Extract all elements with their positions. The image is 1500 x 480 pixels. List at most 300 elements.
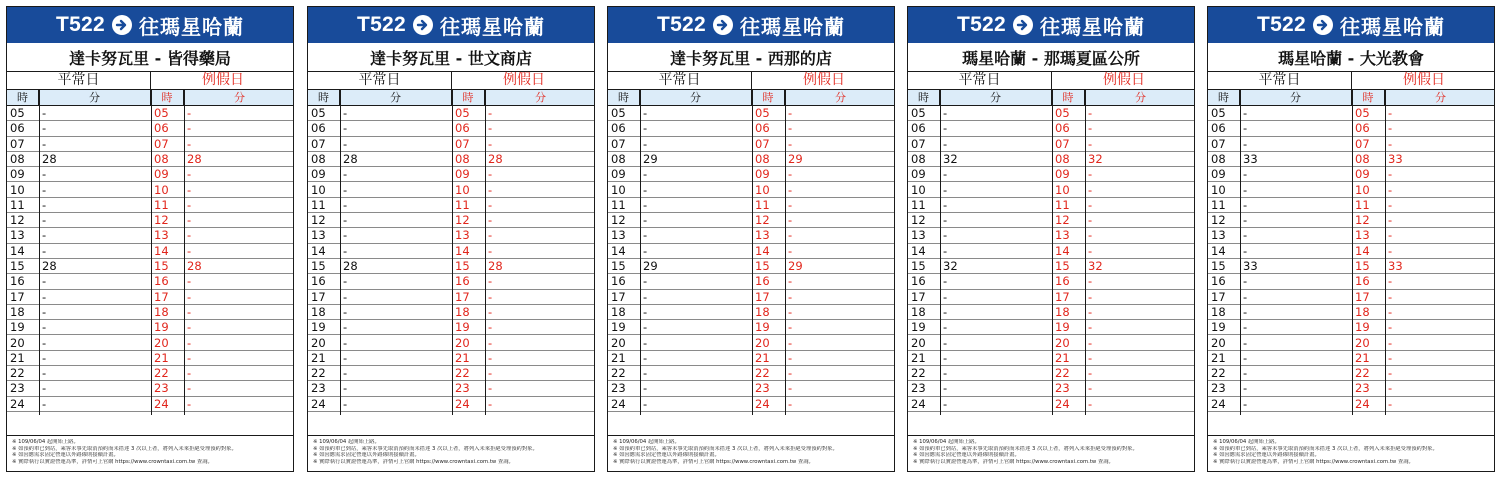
note-line: ※ 109/06/04 起開始上路。 (1213, 439, 1280, 445)
holiday-minute: - (1388, 381, 1393, 396)
route-code: T522 (656, 13, 707, 36)
weekday-hour: 10 (10, 182, 25, 197)
schedule-row (908, 228, 1194, 243)
weekday-minute: - (643, 228, 648, 243)
holiday-hour-header: 時 (752, 90, 785, 105)
day-type-row (908, 72, 1194, 90)
weekday-minute: - (643, 243, 648, 258)
schedule-row (908, 106, 1194, 121)
weekday-hour: 20 (10, 335, 25, 350)
schedule-row (908, 336, 1194, 351)
weekday-hour: 06 (911, 121, 926, 136)
holiday-hour-header: 時 (1052, 90, 1085, 105)
schedule-row (308, 336, 594, 351)
holiday-hour: 15 (154, 259, 169, 273)
schedule-row (608, 259, 894, 274)
holiday-hour: 19 (1355, 320, 1370, 335)
weekday-minute: - (343, 121, 348, 136)
holiday-minute: - (1388, 396, 1393, 411)
weekday-minute: - (42, 396, 47, 411)
holiday-minute: 28 (187, 151, 202, 166)
holiday-minute: - (1088, 121, 1093, 136)
weekday-hour: 22 (611, 366, 626, 381)
weekday-hour: 13 (1211, 228, 1226, 243)
weekday-hour: 06 (1211, 121, 1226, 136)
holiday-minute: - (488, 228, 493, 243)
notes-section (1208, 435, 1494, 465)
holiday-minute: - (1388, 350, 1393, 365)
weekday-minute: 28 (42, 151, 57, 166)
schedule-row (7, 183, 293, 198)
weekday-hour: 13 (311, 228, 326, 243)
holiday-hour: 07 (455, 136, 470, 151)
holiday-minute: 32 (1088, 259, 1103, 273)
holiday-minute: - (187, 289, 192, 304)
holiday-minute: - (187, 320, 192, 335)
route-header (308, 7, 594, 43)
weekday-hour: 09 (911, 167, 926, 182)
weekday-hour: 06 (611, 121, 626, 136)
schedule-row (908, 320, 1194, 335)
holiday-minute: - (788, 121, 793, 136)
schedule-row (1208, 320, 1494, 335)
holiday-hour: 15 (1055, 259, 1070, 273)
holiday-hour: 17 (455, 289, 470, 304)
day-type-row (608, 72, 894, 90)
holiday-hour: 06 (1355, 121, 1370, 136)
weekday-minute: - (42, 366, 47, 381)
weekday-minute: - (1243, 136, 1248, 151)
holiday-hour-header: 時 (452, 90, 485, 105)
weekday-minute: - (343, 167, 348, 182)
schedule-row (908, 244, 1194, 259)
schedule-row (608, 397, 894, 412)
schedule-row (308, 290, 594, 305)
schedule-row (7, 228, 293, 243)
holiday-minute: - (187, 304, 192, 319)
weekday-hour: 24 (611, 396, 626, 411)
holiday-hour: 09 (755, 167, 770, 182)
schedule-row (308, 366, 594, 381)
holiday-hour: 21 (455, 350, 470, 365)
weekday-minute: - (1243, 396, 1248, 411)
notes-section (7, 435, 293, 465)
note-line: ※ 如因應需求固定營運以外路線則接續計畫。 (613, 452, 720, 459)
schedule-row (608, 290, 894, 305)
holiday-hour: 24 (1355, 396, 1370, 411)
schedule-row (908, 274, 1194, 289)
holiday-minute: - (788, 197, 793, 212)
holiday-minute: - (488, 167, 493, 182)
holiday-minute: 28 (488, 151, 503, 166)
weekday-minute: - (943, 136, 948, 151)
holiday-minute: - (1088, 136, 1093, 151)
weekday-minute: - (42, 335, 47, 350)
column-header-row (908, 90, 1194, 106)
holiday-minute: 28 (187, 259, 202, 273)
schedule-row (608, 336, 894, 351)
schedule-row (308, 137, 594, 152)
weekday-minute: - (643, 182, 648, 197)
weekday-minute: - (343, 366, 348, 381)
weekday-minute: - (943, 396, 948, 411)
holiday-hour: 11 (755, 197, 770, 212)
holiday-minute: - (788, 228, 793, 243)
holiday-hour: 17 (154, 289, 169, 304)
note-line: ※ 如預約車已到站，乘客未事先取消預約而未搭達 3 次以上者，將列入未來拒絕受理預約對象。 (1213, 445, 1438, 452)
holiday-minute: - (488, 396, 493, 411)
schedule-row (7, 381, 293, 396)
weekday-minute: - (943, 228, 948, 243)
schedule-row (1208, 121, 1494, 136)
schedule-row (7, 121, 293, 136)
route-header (608, 7, 894, 43)
schedule-row (308, 259, 594, 274)
route-direction: 往瑪星哈蘭 (740, 14, 846, 39)
schedule-row (608, 152, 894, 167)
column-divider (1352, 90, 1353, 415)
schedule-row (608, 198, 894, 213)
schedule-row (908, 397, 1194, 412)
note-line: ※ 如因應需求固定營運以外路線則接續計畫。 (313, 452, 420, 459)
holiday-minute: - (1088, 366, 1093, 381)
weekday-minute: - (1243, 106, 1248, 120)
weekday-minute: - (42, 182, 47, 197)
schedule-row (308, 305, 594, 320)
column-divider (940, 90, 941, 415)
weekday-minute: - (943, 213, 948, 228)
stop-name: 達卡努瓦里 - 皆得藥局 (7, 46, 293, 72)
holiday-minute: - (1088, 243, 1093, 258)
holiday-minute: - (788, 396, 793, 411)
holiday-minute: - (1088, 182, 1093, 197)
holiday-minute: - (1388, 289, 1393, 304)
holiday-minute: 28 (488, 259, 503, 273)
holiday-label: 例假日 (503, 72, 545, 88)
weekday-minute: 28 (42, 259, 57, 273)
weekday-hour: 17 (911, 289, 926, 304)
schedule-row (308, 274, 594, 289)
holiday-minute: - (187, 274, 192, 289)
holiday-hour: 05 (755, 106, 770, 120)
weekday-hour: 14 (311, 243, 326, 258)
holiday-hour: 13 (154, 228, 169, 243)
weekday-minute: - (1243, 182, 1248, 197)
weekday-hour: 18 (1211, 304, 1226, 319)
holiday-minute: - (1088, 274, 1093, 289)
weekday-minute: - (1243, 289, 1248, 304)
stop-name: 瑪星哈蘭 - 那瑪夏區公所 (908, 46, 1194, 72)
holiday-minute: 32 (1088, 151, 1103, 166)
holiday-minute: - (1088, 396, 1093, 411)
schedule-row (7, 259, 293, 274)
holiday-minute: - (187, 121, 192, 136)
holiday-hour: 24 (755, 396, 770, 411)
weekday-hour: 24 (1211, 396, 1226, 411)
holiday-minute: - (187, 167, 192, 182)
holiday-hour: 12 (755, 213, 770, 228)
stop-name: 達卡努瓦里 - 世文商店 (308, 46, 594, 72)
holiday-hour: 20 (755, 335, 770, 350)
weekday-minute: - (643, 213, 648, 228)
holiday-minute: - (788, 366, 793, 381)
weekday-hour: 07 (10, 136, 25, 151)
holiday-minute: - (788, 274, 793, 289)
weekday-hour: 05 (611, 106, 626, 120)
holiday-hour: 19 (455, 320, 470, 335)
column-divider (752, 90, 753, 415)
weekday-minute: - (943, 320, 948, 335)
schedule-row (1208, 137, 1494, 152)
weekday-minute-header: 分 (940, 90, 1052, 105)
weekday-hour-header: 時 (608, 90, 640, 105)
route-code: T522 (356, 13, 407, 36)
schedule-row (908, 213, 1194, 228)
weekday-minute: - (1243, 274, 1248, 289)
weekday-minute: - (943, 243, 948, 258)
schedule-row (608, 381, 894, 396)
weekday-hour: 21 (911, 350, 926, 365)
weekday-minute: - (343, 335, 348, 350)
holiday-minute: 29 (788, 151, 803, 166)
holiday-hour: 19 (755, 320, 770, 335)
schedule-row (908, 152, 1194, 167)
schedule-row (7, 290, 293, 305)
note-line: ※ 109/06/04 起開始上路。 (12, 439, 79, 445)
holiday-minute: - (1388, 197, 1393, 212)
weekday-minute: - (1243, 350, 1248, 365)
schedule-row (1208, 351, 1494, 366)
holiday-hour: 20 (154, 335, 169, 350)
holiday-minute: - (1388, 136, 1393, 151)
weekday-minute: - (42, 381, 47, 396)
note-line: ※ 如預約車已到站，乘客未事先取消預約而未搭達 3 次以上者，將列入未來拒絕受理預約對象。 (313, 445, 538, 452)
note-line: ※ 實際執行以實證營運為準，詳情可上官網 https://www.crowntaxi.com.tw 查詢。 (1213, 458, 1414, 465)
weekday-minute: - (1243, 304, 1248, 319)
weekday-minute-header: 分 (1240, 90, 1352, 105)
column-divider (785, 90, 786, 415)
holiday-minute: - (788, 320, 793, 335)
note-line: ※ 如因應需求固定營運以外路線則接續計畫。 (1213, 452, 1320, 459)
schedule-row (1208, 152, 1494, 167)
holiday-hour: 08 (1355, 151, 1370, 166)
holiday-hour-header: 時 (151, 90, 184, 105)
route-direction: 往瑪星哈蘭 (440, 14, 546, 39)
weekday-hour: 16 (10, 274, 25, 289)
weekday-hour: 09 (611, 167, 626, 182)
holiday-minute-header: 分 (835, 91, 846, 104)
note-line: ※ 如因應需求固定營運以外路線則接續計畫。 (913, 452, 1020, 459)
weekday-hour: 08 (311, 151, 326, 166)
holiday-minute: - (187, 381, 192, 396)
weekday-hour: 19 (611, 320, 626, 335)
holiday-hour: 13 (1355, 228, 1370, 243)
schedule-row (7, 152, 293, 167)
holiday-hour: 21 (154, 350, 169, 365)
holiday-hour: 12 (154, 213, 169, 228)
weekday-hour: 07 (611, 136, 626, 151)
holiday-hour: 17 (755, 289, 770, 304)
schedule-row (7, 366, 293, 381)
holiday-hour: 14 (1055, 243, 1070, 258)
schedule-row (1208, 198, 1494, 213)
holiday-minute: - (1388, 335, 1393, 350)
schedule-row (308, 121, 594, 136)
weekday-hour: 05 (10, 106, 25, 120)
weekday-minute: - (343, 350, 348, 365)
weekday-hour: 13 (911, 228, 926, 243)
schedule-row (1208, 106, 1494, 121)
weekday-minute: - (943, 381, 948, 396)
weekday-minute: - (42, 289, 47, 304)
weekday-minute: - (42, 228, 47, 243)
weekday-minute: - (643, 121, 648, 136)
schedule-row (7, 244, 293, 259)
weekday-minute: - (643, 289, 648, 304)
holiday-minute: 29 (788, 259, 803, 273)
weekday-minute: 32 (943, 151, 958, 166)
holiday-label: 例假日 (202, 72, 244, 88)
holiday-minute: - (1088, 335, 1093, 350)
holiday-hour: 07 (1355, 136, 1370, 151)
holiday-hour: 07 (1055, 136, 1070, 151)
weekday-minute: - (343, 213, 348, 228)
holiday-hour: 08 (455, 151, 470, 166)
schedule-row (608, 137, 894, 152)
route-header (908, 7, 1194, 43)
holiday-minute: - (1088, 381, 1093, 396)
weekday-hour: 23 (1211, 381, 1226, 396)
weekday-minute: - (343, 228, 348, 243)
timetable-board (607, 6, 895, 472)
weekday-minute: - (1243, 213, 1248, 228)
schedule-row (308, 244, 594, 259)
weekday-minute: - (643, 197, 648, 212)
schedule-row (7, 167, 293, 182)
weekday-minute: - (943, 366, 948, 381)
holiday-hour: 05 (154, 106, 169, 120)
holiday-hour: 16 (1355, 274, 1370, 289)
column-divider (1240, 90, 1241, 415)
holiday-hour: 07 (755, 136, 770, 151)
schedule-row (608, 305, 894, 320)
weekday-minute: - (943, 350, 948, 365)
schedule-row (1208, 336, 1494, 351)
weekday-minute: - (943, 289, 948, 304)
holiday-minute: - (1088, 197, 1093, 212)
weekday-hour: 11 (10, 197, 25, 212)
weekday-hour: 21 (1211, 350, 1226, 365)
weekday-hour: 05 (911, 106, 926, 120)
weekday-minute: - (42, 121, 47, 136)
weekday-hour-header: 時 (908, 90, 940, 105)
weekday-minute: - (343, 243, 348, 258)
weekday-minute: 29 (643, 259, 658, 273)
holiday-minute: - (1088, 167, 1093, 182)
day-type-row (7, 72, 293, 90)
weekday-minute: - (943, 182, 948, 197)
arrow-right-circle-icon (1013, 15, 1033, 35)
weekday-hour: 20 (911, 335, 926, 350)
holiday-hour: 18 (755, 304, 770, 319)
weekday-hour: 05 (311, 106, 326, 120)
holiday-minute: - (1388, 366, 1393, 381)
holiday-hour: 19 (1055, 320, 1070, 335)
weekday-minute: 33 (1243, 151, 1258, 166)
column-divider (485, 90, 486, 415)
holiday-minute: - (488, 320, 493, 335)
note-line: ※ 109/06/04 起開始上路。 (913, 439, 980, 445)
weekday-hour: 23 (911, 381, 926, 396)
schedule-row (7, 320, 293, 335)
weekday-hour: 22 (10, 366, 25, 381)
weekday-minute: - (1243, 320, 1248, 335)
holiday-minute: 33 (1388, 259, 1403, 273)
schedule-row (908, 366, 1194, 381)
holiday-minute: - (1388, 304, 1393, 319)
holiday-minute: - (488, 182, 493, 197)
holiday-hour: 08 (154, 151, 169, 166)
schedule-row (308, 152, 594, 167)
weekday-minute: - (943, 106, 948, 120)
weekday-minute: - (343, 304, 348, 319)
holiday-hour-header: 時 (1352, 90, 1385, 105)
route-code: T522 (956, 13, 1007, 36)
weekday-hour: 17 (611, 289, 626, 304)
schedule-row (908, 121, 1194, 136)
holiday-minute: - (1388, 121, 1393, 136)
column-header-row (1208, 90, 1494, 106)
schedule-row (908, 381, 1194, 396)
weekday-hour: 19 (911, 320, 926, 335)
weekday-hour: 22 (911, 366, 926, 381)
weekday-minute: - (943, 167, 948, 182)
holiday-hour: 08 (755, 151, 770, 166)
weekday-minute-header: 分 (39, 90, 151, 105)
holiday-minute: - (488, 243, 493, 258)
weekday-hour: 23 (611, 381, 626, 396)
weekday-hour: 15 (10, 259, 25, 273)
weekday-hour: 21 (611, 350, 626, 365)
column-header-row (7, 90, 293, 106)
holiday-hour: 11 (1055, 197, 1070, 212)
weekday-hour: 06 (10, 121, 25, 136)
holiday-hour: 05 (455, 106, 470, 120)
holiday-minute: - (488, 121, 493, 136)
column-header-row (308, 90, 594, 106)
weekday-hour: 17 (311, 289, 326, 304)
schedule-row (908, 167, 1194, 182)
weekday-hour: 08 (1211, 151, 1226, 166)
holiday-hour: 16 (154, 274, 169, 289)
notes-section (908, 435, 1194, 465)
arrow-right-circle-icon (1313, 15, 1333, 35)
holiday-minute: - (187, 243, 192, 258)
weekday-minute: - (1243, 243, 1248, 258)
route-header (7, 7, 293, 43)
weekday-minute: - (42, 243, 47, 258)
weekday-hour: 05 (1211, 106, 1226, 120)
timetable-board (6, 6, 294, 472)
holiday-minute: - (187, 350, 192, 365)
holiday-hour: 15 (755, 259, 770, 273)
holiday-minute: - (1088, 289, 1093, 304)
weekday-minute: - (1243, 335, 1248, 350)
weekday-label: 平常日 (7, 72, 151, 89)
weekday-minute: - (343, 381, 348, 396)
schedule-row (908, 290, 1194, 305)
weekday-minute-header: 分 (340, 90, 452, 105)
